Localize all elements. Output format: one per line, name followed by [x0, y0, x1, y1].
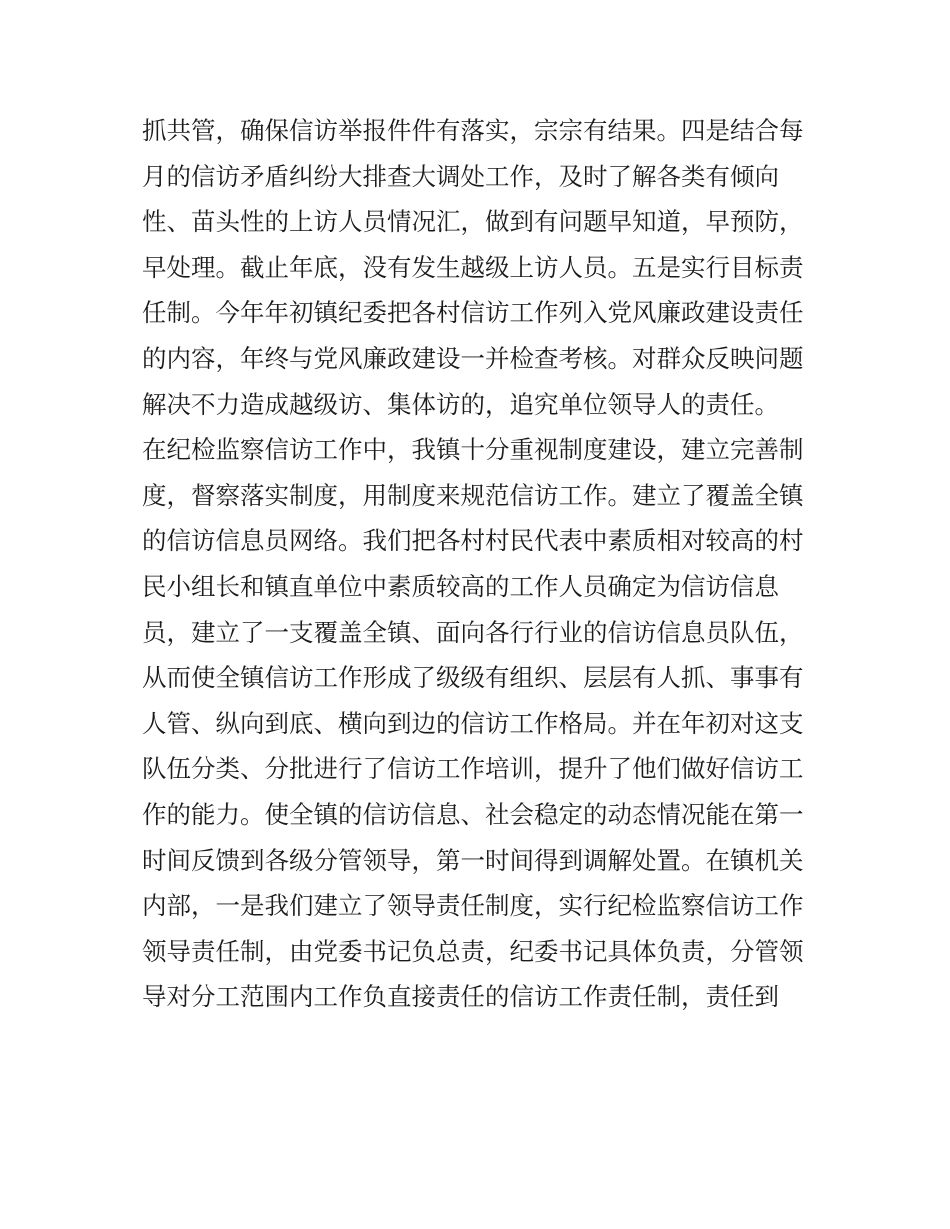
text-line: 月的信访矛盾纠纷大排查大调处工作，及时了解各类有倾向	[142, 161, 779, 191]
text-line: 人管、纵向到底、横向到边的信访工作格局。并在年初对这支	[142, 708, 804, 738]
text-line: 员，建立了一支覆盖全镇、面向各行行业的信访信息员队伍，	[142, 617, 804, 647]
text-line: 内部，一是我们建立了领导责任制度，实行纪检监察信访工作	[142, 891, 804, 921]
body-text	[142, 108, 822, 1020]
text-line: 从而使全镇信访工作形成了级级有组织、层层有人抓、事事有	[142, 663, 804, 693]
text-line: 度，督察落实制度，用制度来规范信访工作。建立了覆盖全镇	[142, 480, 804, 510]
text-line: 领导责任制，由党委书记负总责，纪委书记具体负责，分管领	[142, 936, 804, 966]
text-line: 队伍分类、分批进行了信访工作培训，提升了他们做好信访工	[142, 754, 804, 784]
text-line: 性、苗头性的上访人员情况汇，做到有问题早知道，早预防，	[142, 207, 804, 237]
text-line: 在纪检监察信访工作中，我镇十分重视制度建设，建立完善制	[142, 435, 804, 465]
text-line: 时间反馈到各级分管领导，第一时间得到调解处置。在镇机关	[142, 845, 804, 875]
text-line: 民小组长和镇直单位中素质较高的工作人员确定为信访信息	[142, 571, 779, 601]
text-line: 的信访信息员网络。我们把各村村民代表中素质相对较高的村	[142, 526, 804, 556]
text-line: 抓共管，确保信访举报件件有落实，宗宗有结果。四是结合每	[142, 116, 804, 145]
text-line: 的内容，年终与党风廉政建设一并检查考核。对群众反映问题	[142, 343, 804, 373]
text-line: 任制。今年年初镇纪委把各村信访工作列入党风廉政建设责任	[142, 298, 804, 328]
text-line: 作的能力。使全镇的信访信息、社会稳定的动态情况能在第一	[142, 799, 804, 829]
text-line: 导对分工范围内工作负直接责任的信访工作责任制，责任到	[142, 982, 779, 1012]
text-line: 解决不力造成越级访、集体访的，追究单位领导人的责任。	[142, 389, 779, 419]
text-line: 早处理。截止年底，没有发生越级上访人员。五是实行目标责	[142, 252, 804, 282]
